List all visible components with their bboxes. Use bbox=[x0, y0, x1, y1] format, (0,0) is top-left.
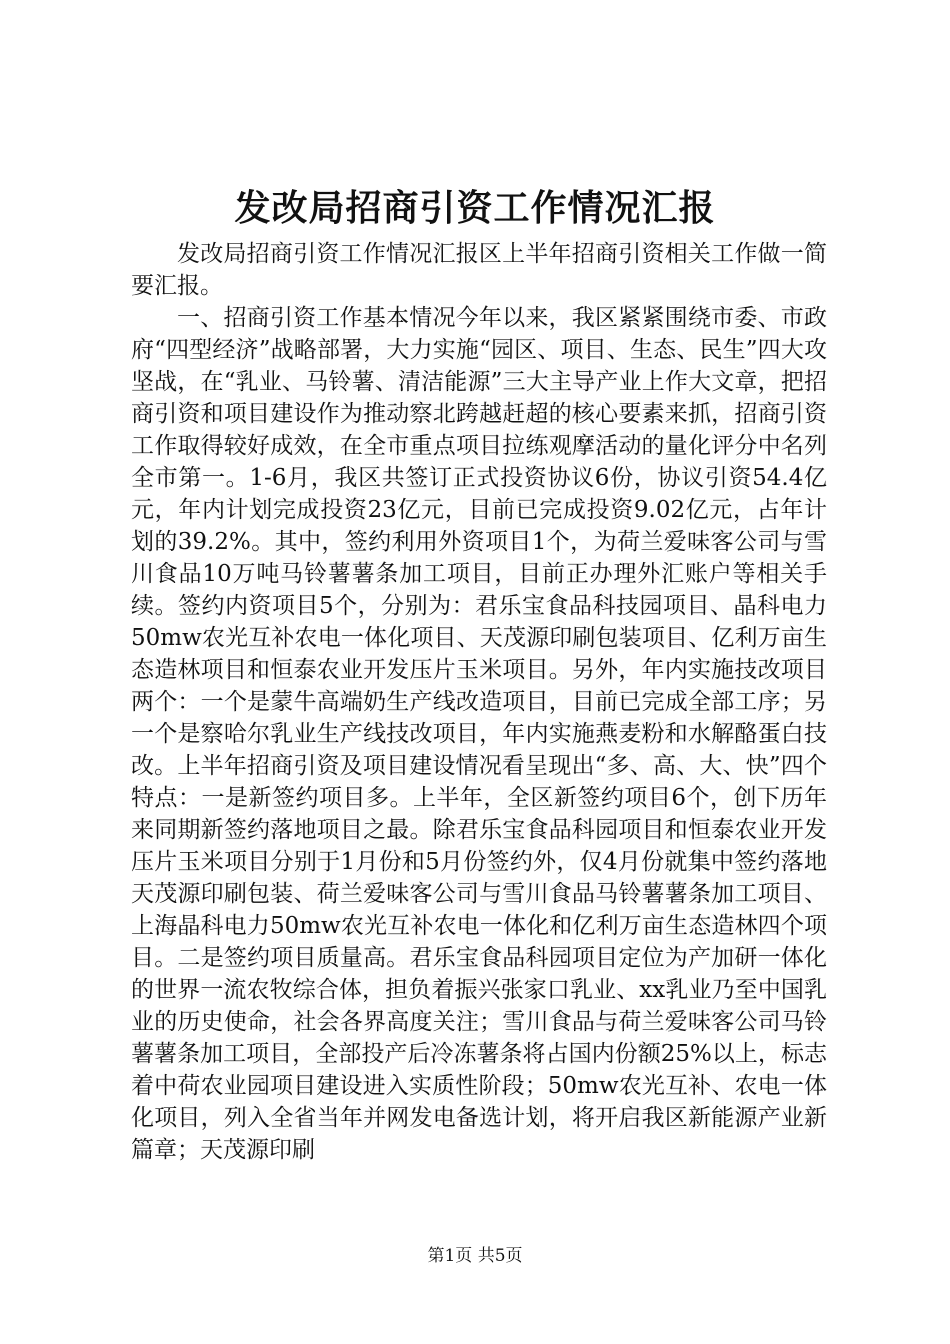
document-title: 发改局招商引资工作情况汇报 bbox=[234, 187, 716, 229]
page-number: 第1页 共5页 bbox=[427, 1246, 523, 1266]
paragraph-intro: 发改局招商引资工作情况汇报区上半年招商引资相关工作做一简要汇报。 bbox=[131, 241, 827, 299]
document-body bbox=[131, 238, 827, 1166]
paragraph-basic-situation: 一、招商引资工作基本情况今年以来，我区紧紧围绕市委、市政府“四型经济”战略部署，大力实施“园区、项目、生态、民生”四大攻坚战，在“乳业、马铃薯、清洁能源”三大主导产业上作大文章，把招商引资和项目建设作为推动察北跨越赶超的核心要素来抓，招商引资工作取得较好成效，在全市重点项目拉练观摩活动的量化评分中名列全市第一。1-6月，我区共签订正式投资协议6份，协议引资54.4亿元，年内计划完成投资23亿元，目前已完成投资9.02亿元，占年计划的39.2%。其中，签约利用外资项目1个，为荷兰爱味客公司与雪川食品10万吨马铃薯薯条加工项目，目前正办理外汇账户等相关手续。签约内资项目5个，分别为：君乐宝食品科技园项目、晶科电力50mw农光互补农电一体化项目、天茂源印刷包装项目、亿利万亩生态造林项目和恒泰农业开发压片玉米项目。另外，年内实施技改项目两个：一个是蒙牛高端奶生产线改造项目，目前已完成全部工序；另一个是察哈尔乳业生产线技改项目，年内实施燕麦粉和水解酪蛋白技改。上半年招商引资及项目建设情况看呈现出“多、高、大、快”四个特点：一是新签约项目多。上半年，全区新签约项目6个，创下历年来同期新签约落地项目之最。除君乐宝食品科园项目和恒泰农业开发压片玉米项目分别于1月份和5月份签约外，仅4月份就集中签约落地天茂源印刷包装、荷兰爱味客公司与雪川食品马铃薯薯条加工项目、上海晶科电力50mw农光互补农电一体化和亿利万亩生态造林四个项目。二是签约项目质量高。君乐宝食品科园项目定位为产加研一体化的世界一流农牧综合体，担负着振兴张家口乳业、xx乳业乃至中国乳业的历史使命，社会各界高度关注；雪川食品与荷兰爱味客公司马铃薯薯条加工项目，全部投产后冷冻薯条将占国内份额25%以上，标志着中荷农业园项目建设进入实质性阶段；50mw农光互补、农电一体化项目，列入全省当年并网发电备选计划，将开启我区新能源产业新篇章；天茂源印刷 bbox=[131, 305, 827, 1163]
